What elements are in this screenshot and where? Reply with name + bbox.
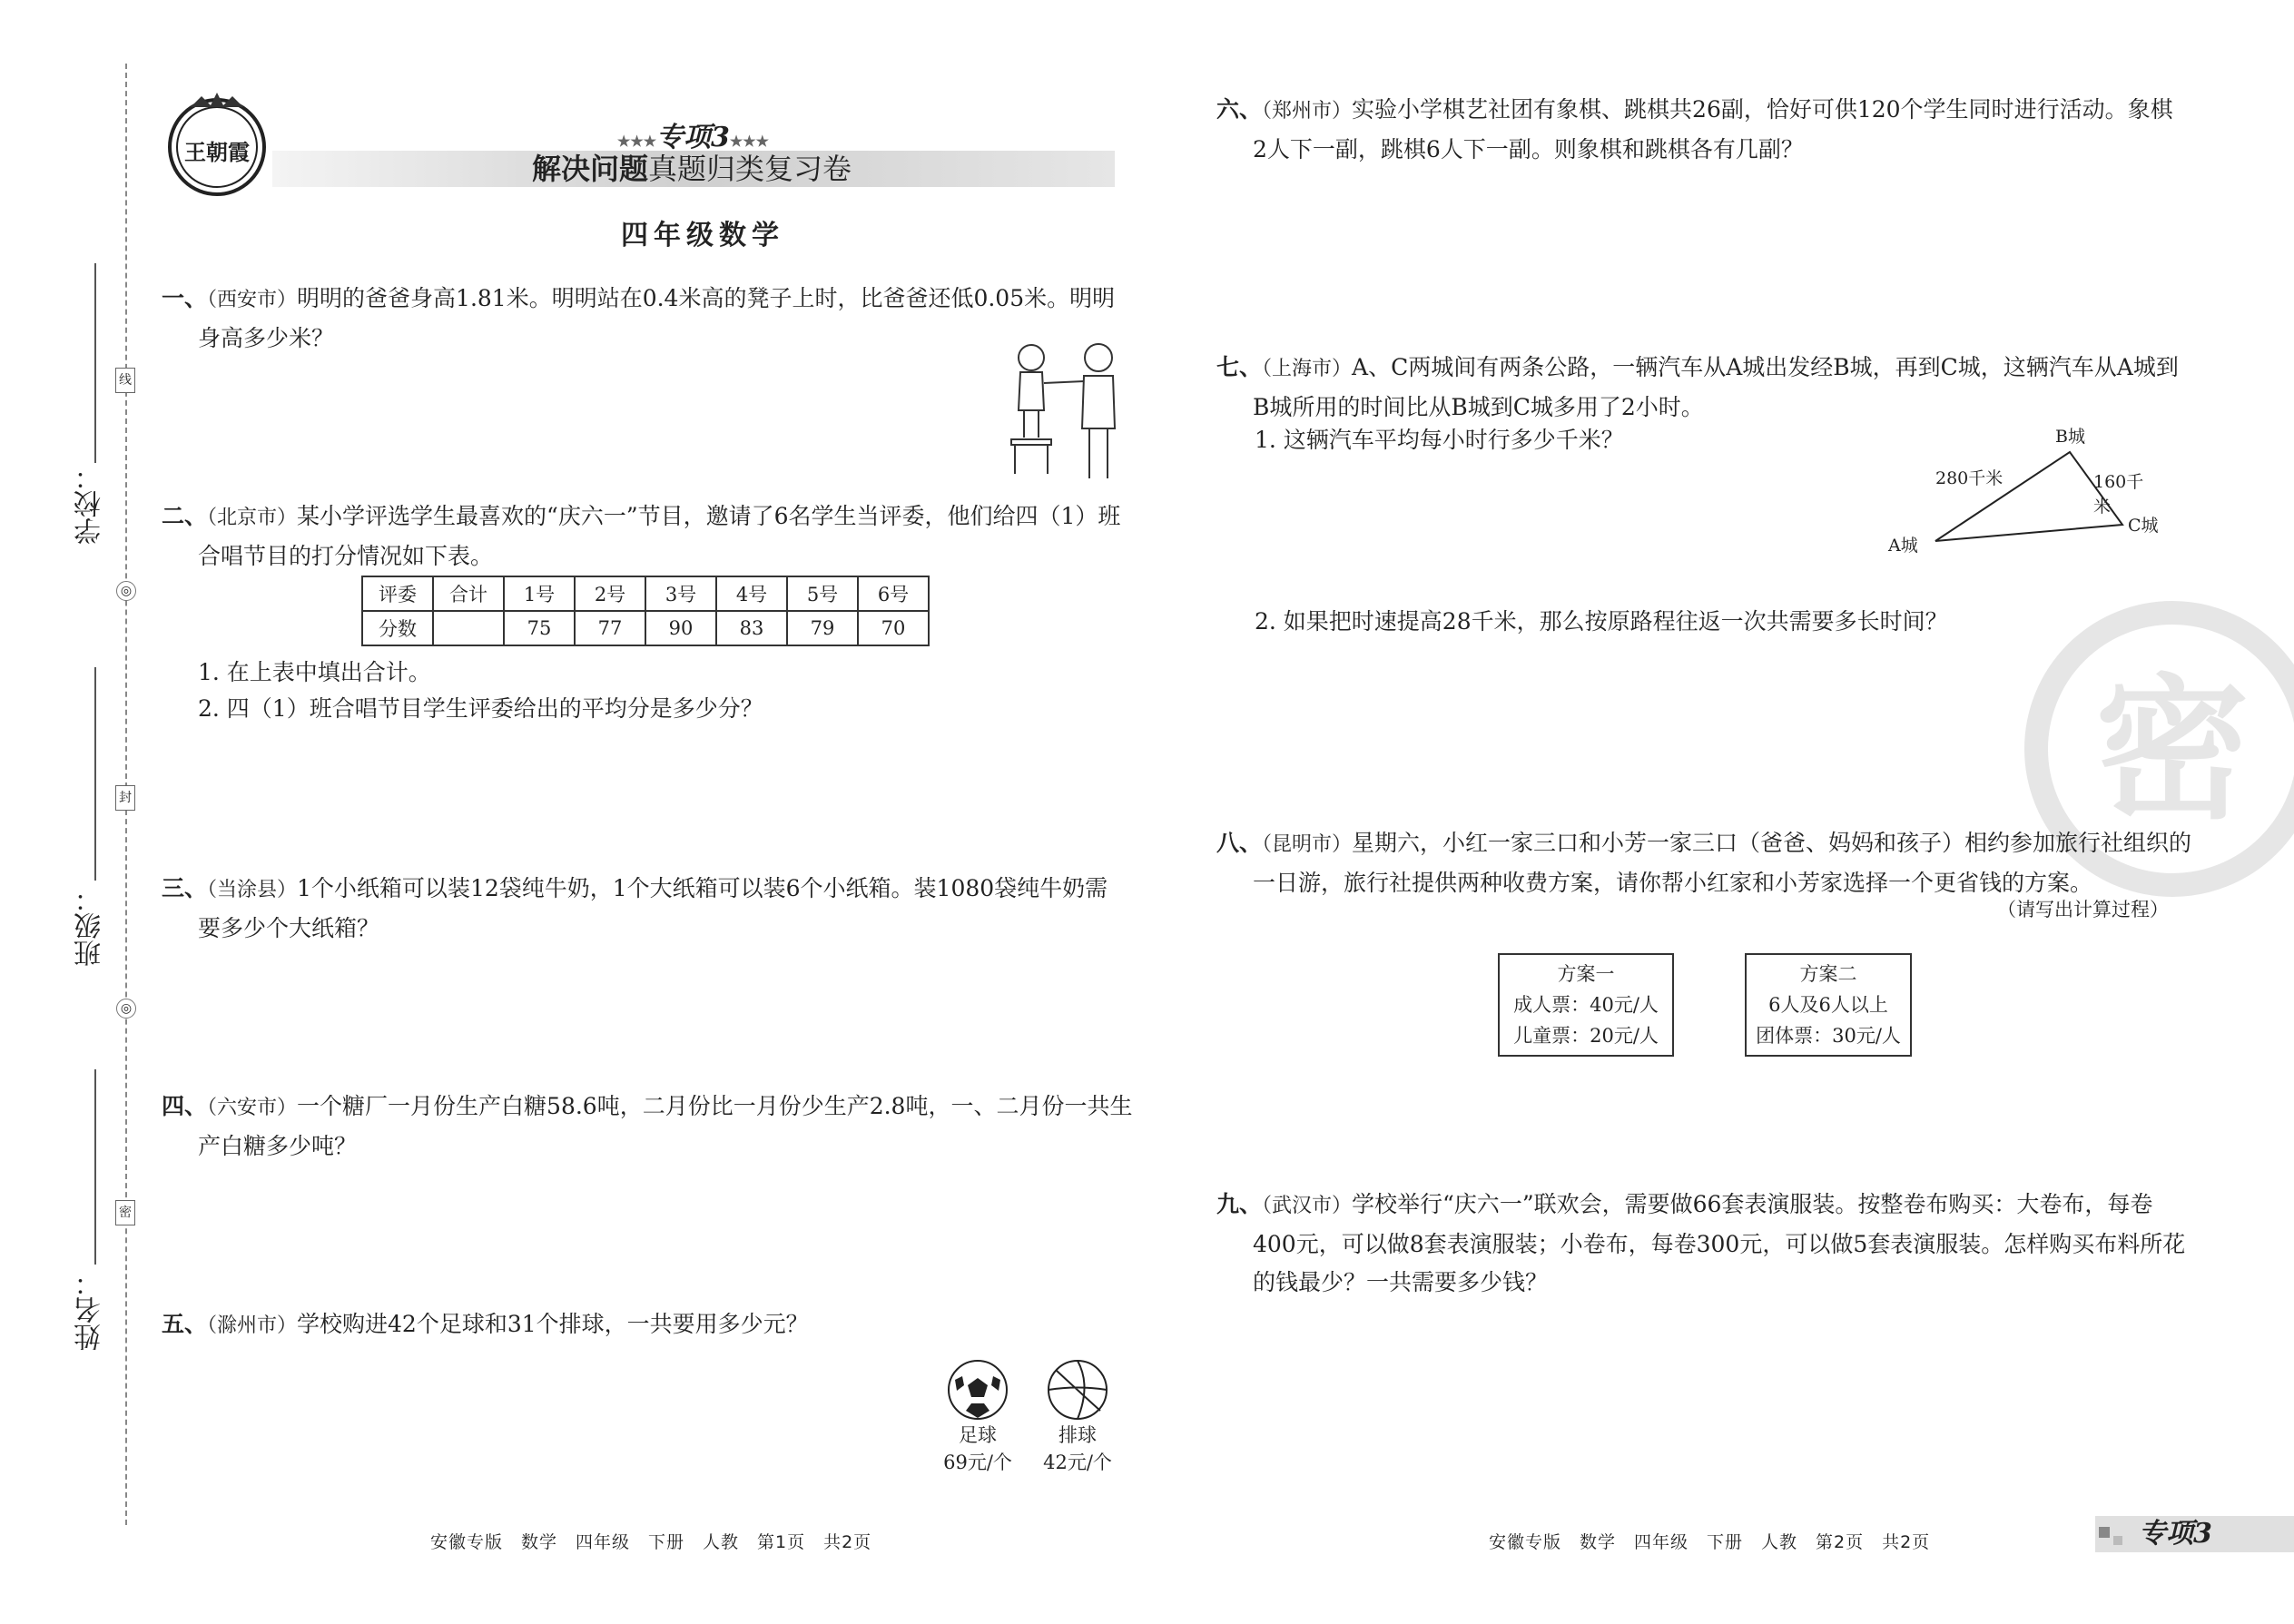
secret-tag: 密 [115, 1200, 135, 1225]
football-caption: 足球 69元/个 [943, 1424, 1012, 1473]
question-8: 八、（昆明市）星期六，小红一家三口和小芳一家三口（爸爸、妈妈和孩子）相约参加旅行社组织的 一日游，旅行社提供两种收费方案，请你帮小红家和小芳家选择一个更省钱的方案。 [1216, 830, 2192, 896]
binding-hole-icon: ◎ [116, 581, 136, 601]
series-title: ★★★专项3★★★ [617, 122, 769, 153]
table-cell: 83 [716, 611, 787, 645]
school-label: 学校： [74, 463, 106, 545]
table-cell: 77 [575, 611, 645, 645]
question-6: 六、（郑州市）实验小学棋艺社团有象棋、跳棋共26副，恰好可供120个学生同时进行活动。象棋 2人下一副，跳棋6人下一副。则象棋和跳棋各有几副？ [1216, 96, 2173, 162]
total-answer-cell[interactable] [433, 611, 504, 645]
paper-title: 解决问题真题归类复习卷 [532, 152, 852, 186]
table-header-cell: 3号 [645, 576, 716, 611]
name-field[interactable] [94, 1069, 96, 1265]
question-9: 九、（武汉市）学校举行“庆六一”联欢会，需要做66套表演服装。按整卷布购买：大卷布，每卷 400元，可以做8套表演服装；小卷布，每卷300元，可以做5套表演服装。怎样购买布料所花 的钱最少？一共需要多少钱？ [1216, 1191, 2186, 1295]
table-header-cell: 合计 [433, 576, 504, 611]
table-header-cell: 5号 [787, 576, 858, 611]
father-and-son-illustration [999, 338, 1135, 483]
score-table [361, 576, 930, 646]
logo-text: 王朝霞 [184, 139, 250, 165]
question-2: 二、（北京市）某小学评选学生最喜欢的“庆六一”节目，邀请了6名学生当评委，他们给四（1）班 合唱节目的打分情况如下表。 [162, 503, 1121, 569]
corner-tab-label: 专项3 [2139, 1518, 2212, 1550]
table-cell: 79 [787, 611, 858, 645]
table-cell: 90 [645, 611, 716, 645]
q8-note: （请写出计算过程） [1997, 899, 2169, 920]
page-subtitle: 四年级数学 [621, 220, 784, 251]
volleyball-icon [1046, 1358, 1109, 1422]
table-header-cell: 4号 [716, 576, 787, 611]
q7-sub-2: 2. 如果把时速提高28千米，那么按原路程往返一次共需要多长时间？ [1255, 608, 1948, 635]
table-cell: 75 [504, 611, 575, 645]
city-b-label: B城 [2055, 427, 2085, 447]
plan-one-box: 方案一 成人票：40元/人 儿童票：20元/人 [1498, 953, 1674, 1057]
question-1: 一、（西安市）明明的爸爸身高1.81米。明明站在0.4米高的凳子上时，比爸爸还低0.05米。明明 身高多少米？ [162, 285, 1116, 351]
table-header-cell: 6号 [858, 576, 929, 611]
table-header-cell: 评委 [362, 576, 433, 611]
city-c-label: C城 [2128, 516, 2159, 536]
q2-sub-2: 2. 四（1）班合唱节目学生评委给出的平均分是多少分？ [198, 695, 763, 722]
svg-text:密: 密 [2094, 661, 2250, 841]
question-4: 四、（六安市）一个糖厂一月份生产白糖58.6吨，二月份比一月份少生产2.8吨，一、二月份一共生 产白糖多少吨？ [162, 1093, 1133, 1159]
tab-square-icon [2113, 1536, 2122, 1545]
city-a-label: A城 [1888, 536, 1918, 556]
plan-two-box: 方案二 6人及6人以上 团体票：30元/人 [1745, 953, 1912, 1057]
table-header-cell: 1号 [504, 576, 575, 611]
q2-sub-1: 1. 在上表中填出合计。 [198, 659, 431, 685]
school-field[interactable] [94, 263, 96, 463]
class-field[interactable] [94, 667, 96, 881]
question-7: 七、（上海市）A、C两城间有两条公路，一辆汽车从A城出发经B城，再到C城，这辆汽车从A城到 B城所用的时间比从B城到C城多用了2小时。 [1216, 354, 2179, 420]
distance-bc-label: 160千米 [2093, 472, 2144, 517]
table-header-row [362, 576, 929, 611]
table-cell: 70 [858, 611, 929, 645]
route-triangle-diagram [1888, 423, 2161, 559]
football-icon [946, 1358, 1009, 1422]
question-5: 五、（滁州市）学校购进42个足球和31个排球，一共要用多少元？ [162, 1311, 809, 1337]
question-3: 三、（当涂县）1个小纸箱可以装12袋纯牛奶，1个大纸箱可以装6个小纸箱。装1080袋纯牛奶需 要多少个大纸箱？ [162, 875, 1108, 941]
binding-hole-icon: ◎ [116, 999, 136, 1019]
footer-left: 安徽专版 数学 四年级 下册 人教 第1页 共2页 [430, 1532, 872, 1552]
footer-right: 安徽专版 数学 四年级 下册 人教 第2页 共2页 [1489, 1532, 1931, 1552]
seal-tag: 封 [115, 785, 135, 811]
name-label: 姓名： [74, 1269, 106, 1351]
class-label: 班级： [74, 885, 106, 967]
tab-square-icon [2099, 1527, 2110, 1538]
table-cell: 分数 [362, 611, 433, 645]
distance-ab-label: 280千米 [1935, 468, 2004, 488]
table-row [362, 611, 929, 645]
q7-sub-1: 1. 这辆汽车平均每小时行多少千米？ [1255, 427, 1624, 453]
line-tag: 线 [115, 368, 135, 393]
volleyball-caption: 排球 42元/个 [1043, 1424, 1112, 1473]
table-header-cell: 2号 [575, 576, 645, 611]
